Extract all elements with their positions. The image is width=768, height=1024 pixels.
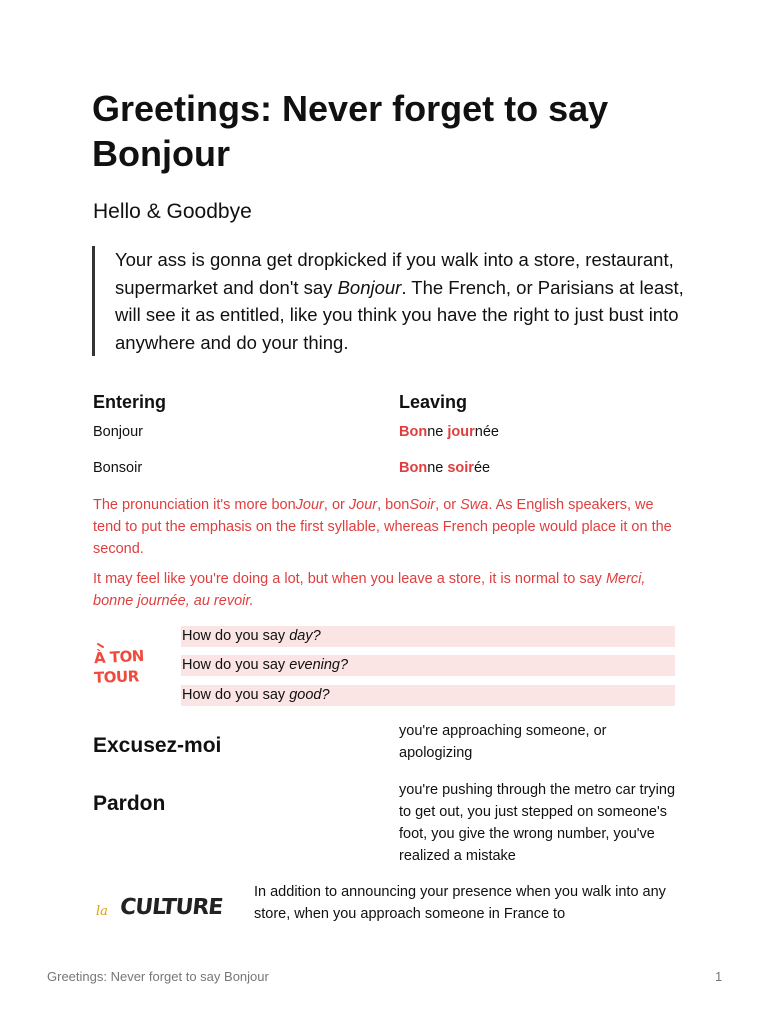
footer-title: Greetings: Never forget to say Bonjour	[47, 969, 269, 984]
leaving-note: It may feel like you're doing a lot, but when you leave a store, it is normal to say Merci, bonne journée, au revoir.	[93, 571, 646, 609]
logo-small: la	[96, 904, 108, 919]
culture-text: In addition to announcing your presence when you walk into any store, when you approach someone in France to	[254, 884, 666, 922]
term-heading: Pardon	[93, 792, 166, 815]
stress-syllable: Bon	[399, 460, 428, 476]
plain-syllable: ée	[473, 460, 491, 476]
page-title: Greetings: Never forget to say Bonjour	[92, 88, 609, 174]
page-number: 1	[715, 969, 723, 984]
stress-syllable: jour	[447, 424, 475, 440]
quote-emphasis: Bonjour	[337, 276, 402, 298]
plain-syllable: ne	[427, 424, 448, 440]
exercise-question: How do you say good?	[181, 685, 675, 706]
exercise-question: How do you say evening?	[181, 655, 675, 676]
table-cell-leaving	[399, 460, 490, 476]
term-description: you're approaching someone, or apologizing	[399, 723, 607, 761]
logo-line-1: À TON	[93, 646, 145, 668]
quote-block	[92, 246, 695, 356]
column-header-leaving: Leaving	[399, 392, 468, 412]
plain-syllable: née	[474, 424, 499, 440]
quote-text: Your ass is gonna get dropkicked if you walk into a store, restaurant, supermarket and don't say	[115, 249, 674, 298]
exercise-question: How do you say day?	[181, 626, 675, 647]
stress-syllable: Bon	[399, 424, 428, 440]
section-heading: Hello & Goodbye	[93, 200, 252, 223]
logo-line-2: TOUR	[93, 667, 140, 687]
table-cell-entering: Bonjour	[93, 424, 143, 440]
quote-text-end: . The French, or Parisians at least, will see it as entitled, like you think you have the right to just bust into anywhere and do your thing.	[115, 276, 684, 353]
pronunciation-note: The pronunciation it's more bonJour, or Jour, bonSoir, or Swa. As English speakers, we tend to put the emphasis on the first syllable, whereas French people would place it on the second.	[93, 497, 672, 557]
term-heading: Excusez-moi	[93, 734, 222, 757]
column-header-entering: Entering	[93, 392, 167, 412]
la-culture-logo	[96, 892, 226, 932]
plain-syllable: ne	[427, 460, 448, 476]
a-ton-tour-logo	[94, 641, 154, 691]
table-cell-leaving	[399, 424, 499, 440]
table-cell-entering: Bonsoir	[93, 460, 143, 476]
logo-big: CULTURE	[118, 895, 224, 920]
stress-syllable: soir	[447, 460, 474, 476]
term-description: you're pushing through the metro car trying to get out, you just stepped on someone's foot, you give the wrong number, you've realized a mistake	[399, 782, 676, 864]
